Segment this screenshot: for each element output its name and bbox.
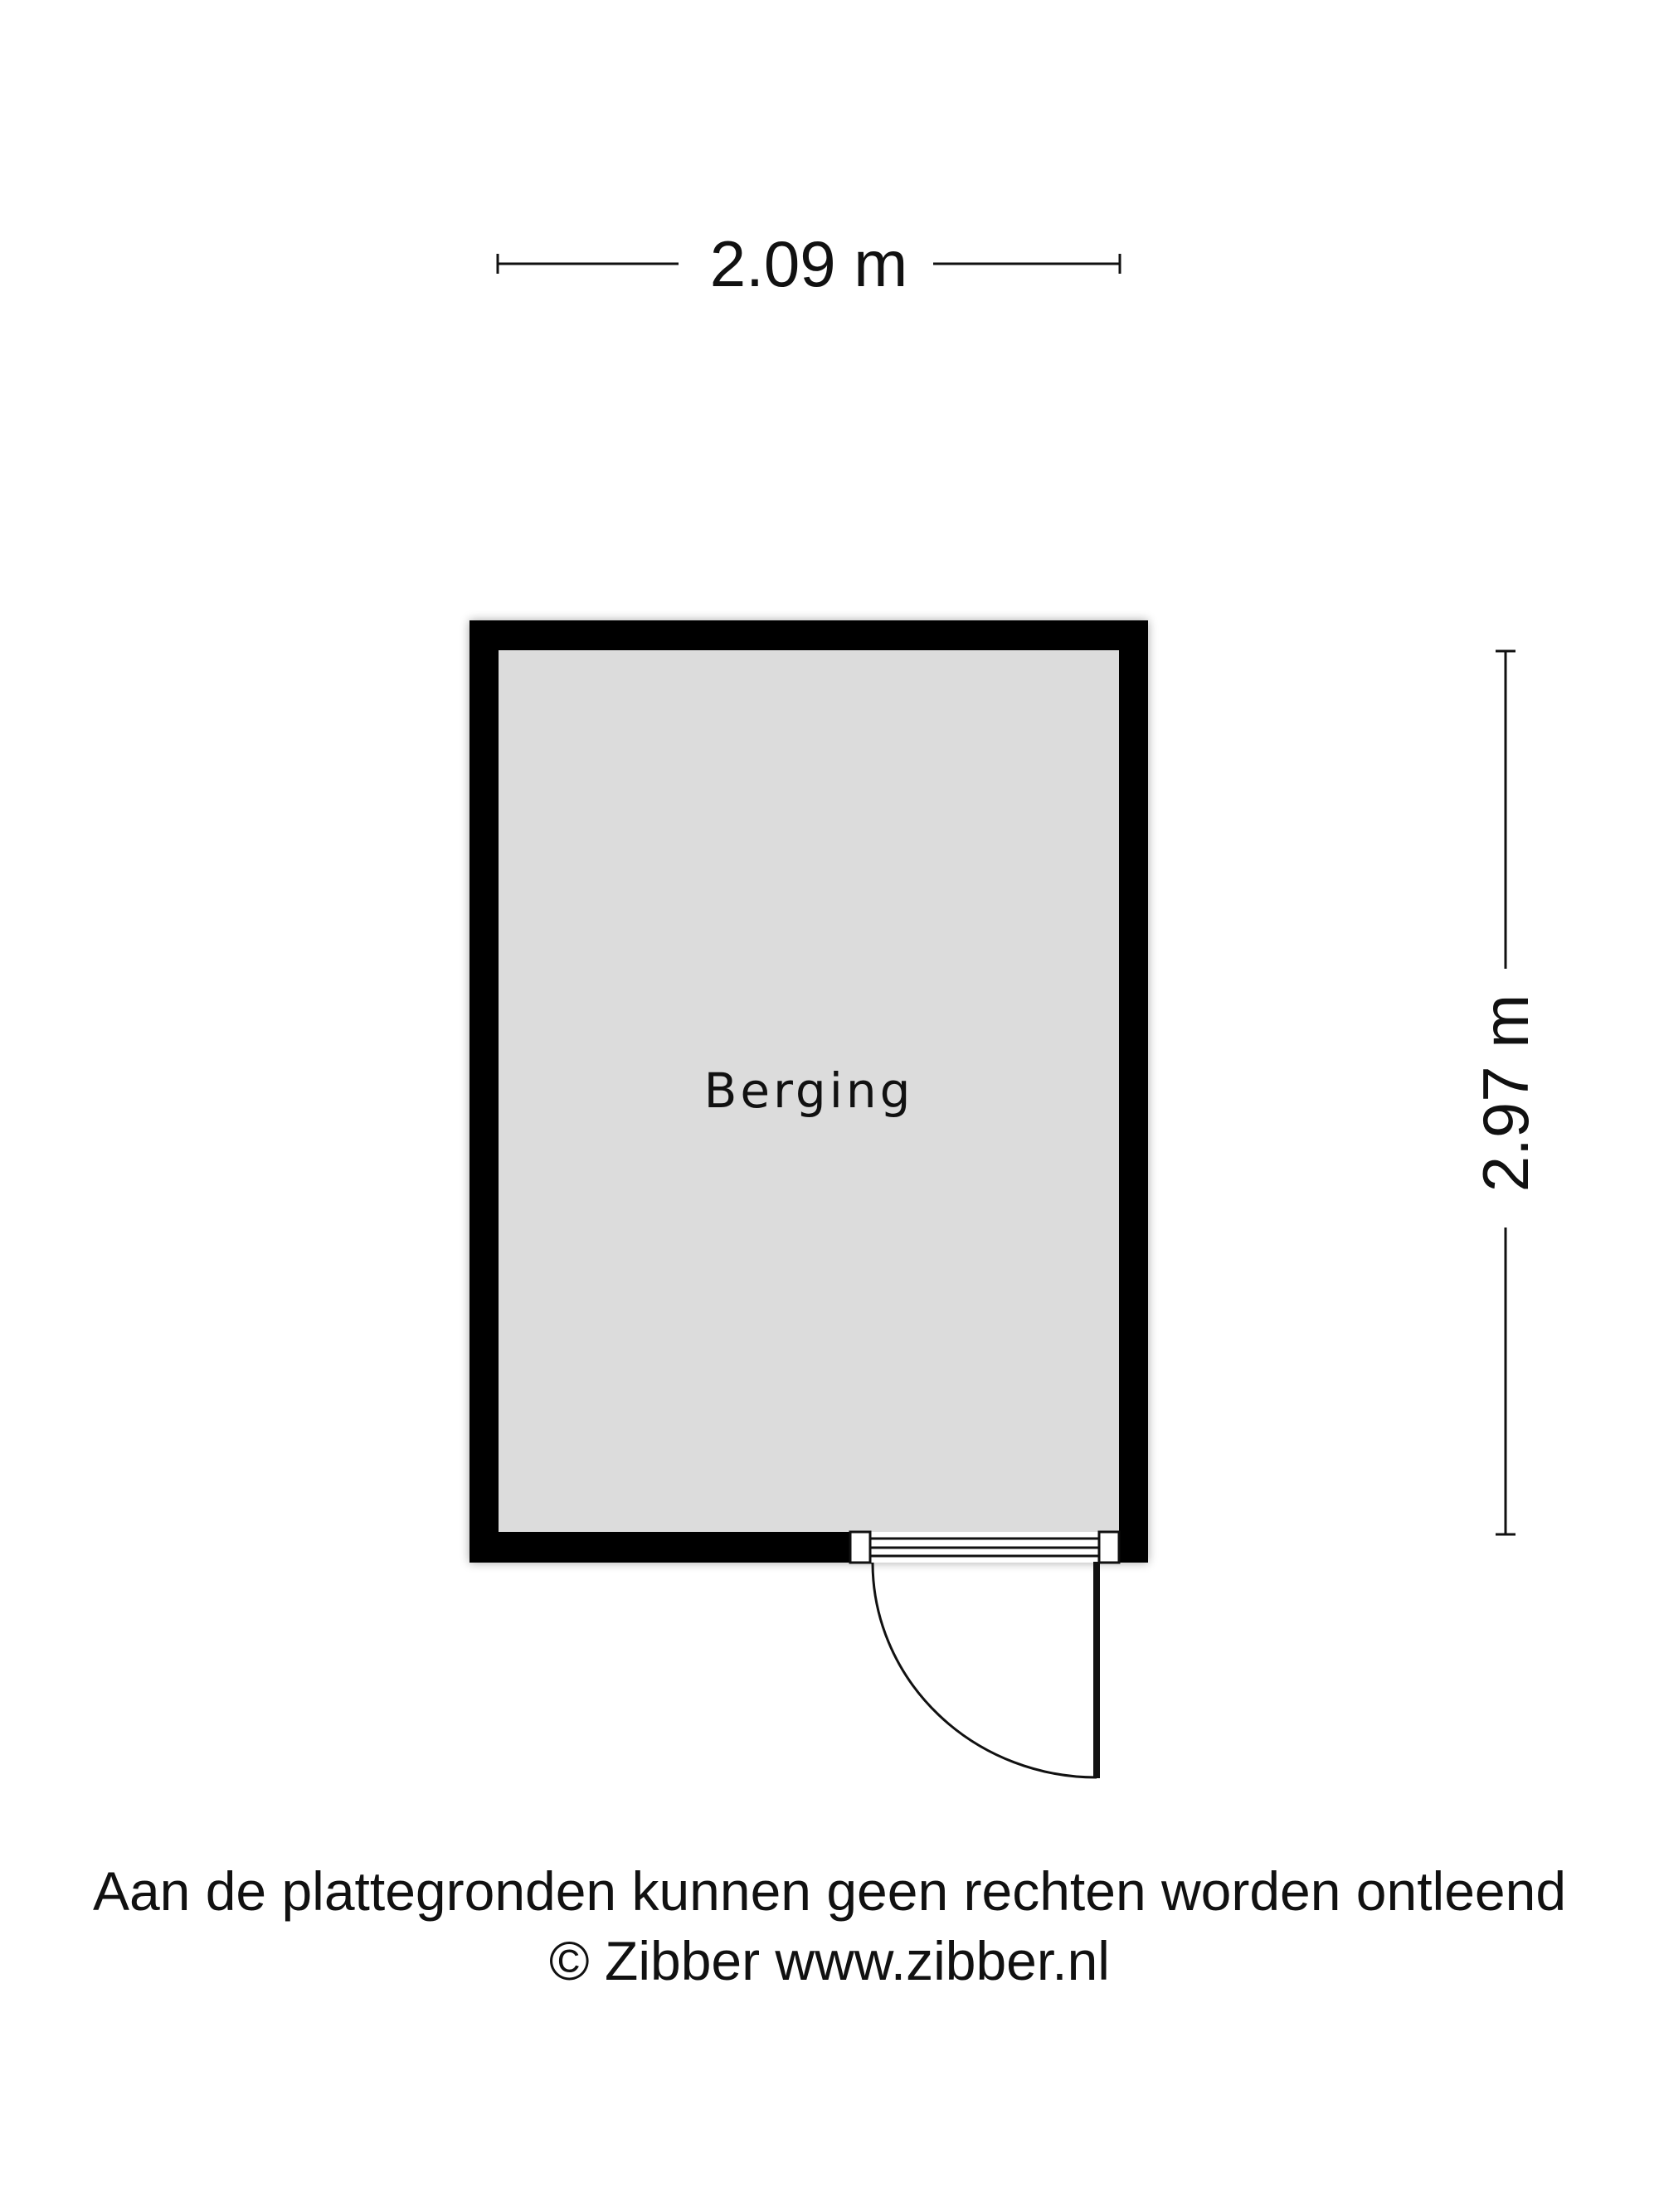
height-dimension — [1469, 651, 1542, 1534]
disclaimer-text: Aan de plattegronden kunnen geen rechten worden ontleend — [92, 1860, 1567, 1922]
door-jamb-left — [850, 1532, 870, 1563]
door-jamb-right — [1099, 1532, 1119, 1563]
room-label: Berging — [703, 1062, 914, 1119]
width-dimension — [498, 227, 1120, 300]
height-dimension-label: 2.97 m — [1469, 994, 1542, 1193]
width-dimension-label: 2.09 m — [709, 227, 908, 300]
door — [850, 1532, 1119, 1777]
door-swing-arc — [873, 1563, 1097, 1777]
copyright-text: © Zibber www.zibber.nl — [549, 1930, 1110, 1991]
